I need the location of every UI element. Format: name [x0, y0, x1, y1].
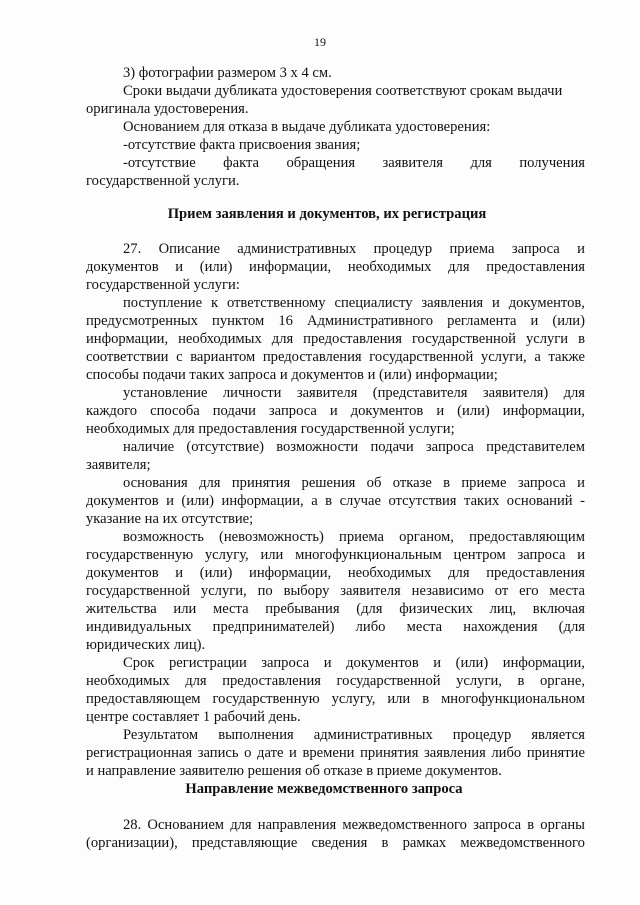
word: документов — [86, 259, 159, 275]
word: в — [422, 691, 430, 707]
word: (или) — [199, 565, 233, 581]
word: запроса — [473, 817, 522, 833]
word: предоставляющем — [86, 691, 201, 707]
word: государственной — [369, 349, 474, 365]
word: необходимых — [178, 331, 262, 347]
word: запроса — [511, 241, 560, 257]
word: (организации), — [86, 835, 178, 851]
word: многофункциональным — [295, 547, 442, 563]
word: случае — [339, 493, 381, 509]
word: по — [257, 583, 273, 599]
word: рамках — [402, 835, 447, 851]
text-line — [86, 672, 585, 690]
word: Описание — [158, 241, 220, 257]
text-line — [86, 618, 585, 636]
text-line: государственной услуги. — [86, 173, 240, 189]
word: документов — [350, 403, 424, 419]
text-line: и направление заявителю решения об отказе в приеме документов. — [86, 763, 502, 779]
word: и — [577, 547, 585, 563]
text-line: -отсутствие факта присвоения звания; — [123, 137, 361, 153]
word: заявителя — [340, 583, 401, 599]
word: заявления — [421, 295, 484, 311]
word: документов, — [508, 295, 585, 311]
word: представляющие — [191, 835, 298, 851]
word: способа — [150, 403, 200, 419]
word: услугу, — [331, 691, 376, 707]
word: заявителя — [382, 155, 443, 171]
word: (или) — [457, 403, 490, 419]
word: основания — [123, 475, 188, 491]
word: предоставления — [486, 259, 585, 275]
word: в — [517, 673, 525, 689]
word: приема — [339, 529, 385, 545]
word: таких — [464, 493, 500, 509]
text-line: 3) фотографии размером 3 х 4 см. — [123, 65, 332, 81]
word: и — [175, 565, 184, 581]
word: вариантом — [190, 349, 256, 365]
word: а — [311, 493, 318, 509]
text-line — [86, 834, 585, 852]
text-line — [86, 492, 585, 510]
word: 16 — [278, 313, 293, 329]
word: либо — [355, 619, 386, 635]
word: отсутствия — [388, 493, 457, 509]
word: для — [185, 673, 207, 689]
word: выбору — [283, 583, 330, 599]
word: и — [166, 493, 174, 509]
word: является — [531, 727, 585, 743]
text-line — [86, 402, 585, 420]
word: центром — [453, 547, 506, 563]
text-line — [86, 348, 585, 366]
word: государственной — [86, 583, 191, 599]
word: административных — [237, 241, 357, 257]
text-line — [86, 690, 585, 708]
word: и — [577, 475, 585, 491]
word: предусмотренных — [86, 313, 198, 329]
word: (или) — [199, 259, 233, 275]
word: направления — [257, 817, 337, 833]
word: личности — [222, 385, 282, 401]
word: времени — [302, 745, 355, 761]
word: информации, — [502, 655, 585, 671]
word: и — [329, 403, 338, 419]
word: и — [433, 655, 442, 671]
word: (для — [558, 619, 585, 635]
word: оснований — [506, 493, 573, 509]
word: регистрации — [168, 655, 247, 671]
word: процедур — [373, 241, 433, 257]
word: предоставления — [486, 565, 585, 581]
word: его — [519, 583, 539, 599]
word: нахождения — [463, 619, 538, 635]
word: принятие — [526, 745, 585, 761]
word: государственной — [336, 673, 441, 689]
word: регламента — [447, 313, 517, 329]
word: обращения — [286, 155, 356, 171]
word: возможность — [123, 529, 204, 545]
word: (или) — [181, 493, 215, 509]
word: органы — [540, 817, 585, 833]
word: запроса — [268, 403, 317, 419]
text-line: центре составляет 1 рабочий день. — [86, 709, 301, 725]
word: запроса — [517, 547, 566, 563]
word: а — [534, 349, 541, 365]
word: 27. — [123, 241, 142, 257]
word: приеме — [461, 475, 507, 491]
word: принятия — [231, 475, 291, 491]
word: - — [580, 493, 585, 509]
text-line — [123, 438, 585, 456]
word: услуги, — [200, 583, 247, 599]
word: предоставляющим — [469, 529, 585, 545]
text-line: способы подачи таких запроса и документов и (или) информации; — [86, 367, 498, 383]
word: каждого — [86, 403, 138, 419]
text-line: указание на их отсутствие; — [86, 511, 254, 527]
word: или — [387, 691, 411, 707]
text-line — [123, 528, 585, 546]
page-number: 19 — [314, 35, 326, 49]
word: (для — [356, 601, 383, 617]
word: специалисту — [334, 295, 413, 311]
word: в — [578, 331, 585, 347]
word: подачи — [370, 439, 414, 455]
word: заявления — [424, 745, 486, 761]
text-line — [86, 258, 585, 276]
word: поступление — [123, 295, 203, 311]
word: услуги, — [480, 349, 527, 365]
word: включая — [532, 601, 585, 617]
word: независимо — [411, 583, 484, 599]
text-line — [86, 600, 585, 618]
text-line — [123, 726, 585, 744]
text-line — [123, 654, 585, 672]
text-line: государственной услуги: — [86, 277, 240, 293]
word: принятия — [360, 745, 419, 761]
word: для — [563, 385, 585, 401]
word: (или) — [552, 313, 585, 329]
word: факта — [223, 155, 260, 171]
word: к — [210, 295, 219, 311]
word: и — [323, 655, 332, 671]
word: и — [436, 403, 445, 419]
word: представителем — [486, 439, 585, 455]
word: об — [366, 475, 382, 491]
word: и — [530, 313, 539, 329]
word: от — [494, 583, 509, 599]
word: также — [548, 349, 585, 365]
text-line — [86, 744, 585, 762]
word: решения — [301, 475, 356, 491]
text-line: Сроки выдачи дубликата удостоверения соответствуют срокам выдачи — [123, 83, 563, 99]
text-line: необходимых для предоставления государственной услуги; — [86, 421, 455, 437]
text-line — [123, 474, 585, 492]
word: места — [406, 619, 443, 635]
text-line — [123, 154, 585, 172]
text-line — [123, 384, 585, 402]
word: информации, — [249, 259, 332, 275]
word: необходимых — [347, 259, 432, 275]
word: необходимых — [86, 673, 170, 689]
word: и — [577, 241, 585, 257]
text-line — [123, 816, 585, 834]
text-line — [123, 294, 585, 312]
text-line: юридических лиц). — [86, 637, 206, 653]
word: заявителя — [296, 385, 358, 401]
word: необходимых — [347, 565, 432, 581]
word: документов — [86, 565, 159, 581]
word: регистрационная — [86, 745, 193, 761]
word: процедур — [452, 727, 512, 743]
word: (отсутствие) — [186, 439, 264, 455]
word: информации, — [221, 493, 304, 509]
word: места — [549, 583, 585, 599]
word: (или) — [455, 655, 489, 671]
word: для — [271, 331, 294, 347]
word: и — [289, 745, 297, 761]
word: Срок — [123, 655, 155, 671]
word: или — [260, 547, 284, 563]
word: услуги, — [456, 673, 502, 689]
word: лиц, — [489, 601, 517, 617]
text-line — [86, 582, 585, 600]
word: ответственному — [226, 295, 326, 311]
word: для — [448, 259, 470, 275]
word: пребывания — [265, 601, 340, 617]
word: места — [212, 601, 249, 617]
word: наличие — [123, 439, 175, 455]
word: государственную — [212, 691, 320, 707]
word: межведомственного — [342, 817, 467, 833]
word: органом, — [399, 529, 454, 545]
word: сведения — [311, 835, 368, 851]
word: и — [492, 295, 500, 311]
word: в — [443, 475, 451, 491]
word: для — [230, 817, 252, 833]
word: Результатом — [123, 727, 199, 743]
word: получения — [519, 155, 585, 171]
word: услугу, — [204, 547, 249, 563]
word: с — [176, 349, 183, 365]
word: в — [381, 835, 389, 851]
word: и — [175, 259, 184, 275]
text-line — [86, 330, 585, 348]
word: информации, — [249, 565, 332, 581]
word: запись — [197, 745, 239, 761]
section-heading: Направление межведомственного запроса — [185, 781, 463, 797]
section-heading: Прием заявления и документов, их регистрация — [167, 206, 487, 222]
text-line — [86, 312, 585, 330]
word: Административного — [306, 313, 434, 329]
word: дате — [257, 745, 284, 761]
word: Основанием — [147, 817, 225, 833]
word: предоставления — [222, 673, 321, 689]
word: запроса — [425, 439, 474, 455]
word: физических — [399, 601, 473, 617]
word: -отсутствие — [123, 155, 196, 171]
word: государственную — [86, 547, 194, 563]
word: отказе — [392, 475, 432, 491]
word: приема — [449, 241, 495, 257]
word: услуги — [525, 331, 569, 347]
word: пунктом — [212, 313, 265, 329]
word: документов — [86, 493, 159, 509]
word: предпринимателей) — [212, 619, 335, 635]
word: 28. — [123, 817, 142, 833]
word: информации, — [86, 331, 169, 347]
word: подачи — [212, 403, 256, 419]
word: в — [527, 817, 535, 833]
word: жительства — [86, 601, 157, 617]
word: предоставления — [303, 331, 402, 347]
word: для — [470, 155, 492, 171]
text-line — [86, 564, 585, 582]
word: информации, — [502, 403, 585, 419]
word: документов — [346, 655, 419, 671]
text-line: Основанием для отказа в выдаче дубликата удостоверения: — [123, 119, 491, 135]
text-line: заявителя; — [86, 457, 151, 473]
word: выполнения — [218, 727, 294, 743]
word: запроса — [261, 655, 310, 671]
word: или — [173, 601, 197, 617]
word: органе, — [539, 673, 585, 689]
text-line: оригинала удостоверения. — [86, 101, 249, 117]
word: о — [244, 745, 252, 761]
word: установление — [123, 385, 208, 401]
text-line — [123, 240, 585, 258]
word: заявителя) — [482, 385, 549, 401]
word: запроса — [517, 475, 566, 491]
word: межведомственного — [460, 835, 585, 851]
word: индивидуальных — [86, 619, 192, 635]
word: предоставления — [262, 349, 362, 365]
word: возможности — [276, 439, 359, 455]
word: государственной — [411, 331, 516, 347]
word: (представителя — [372, 385, 468, 401]
word: соответствии — [86, 349, 169, 365]
word: для — [199, 475, 221, 491]
word: многофункциональном — [441, 691, 585, 707]
word: (невозможность) — [219, 529, 324, 545]
word: в — [325, 493, 333, 509]
word: административных — [313, 727, 433, 743]
word: для — [448, 565, 470, 581]
word: либо — [491, 745, 522, 761]
text-line — [86, 546, 585, 564]
